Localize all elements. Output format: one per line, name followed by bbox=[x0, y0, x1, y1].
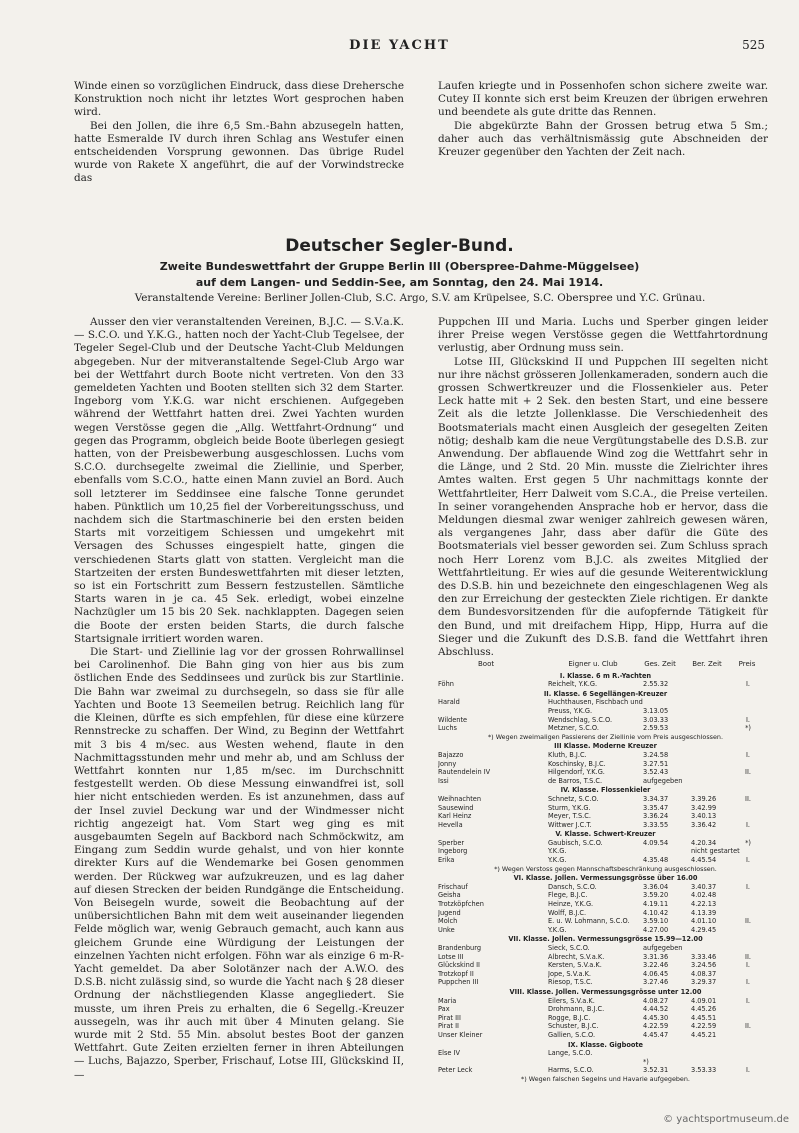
owner-cell: Sturm, Y.K.G. bbox=[548, 803, 591, 812]
prize-cell bbox=[733, 1031, 763, 1040]
prize-cell: II. bbox=[745, 768, 751, 777]
total-time-cell: 3.52.43 bbox=[643, 768, 669, 777]
top-left-column bbox=[74, 80, 404, 186]
footnote: *) Wegen falschen Segelns und Havarie aufgegeben. bbox=[521, 1074, 690, 1083]
corrected-time-cell bbox=[683, 680, 733, 689]
total-time-cell: 4.22.59 bbox=[643, 1022, 669, 1031]
boat-cell: Pax bbox=[438, 1005, 450, 1014]
header-total-time: Ges. Zeit bbox=[644, 660, 676, 668]
prize-cell: I. bbox=[745, 715, 751, 724]
class-heading: VI. Klasse. Jollen. Vermessungsgrösse über 16.00 bbox=[513, 874, 698, 883]
prize-cell: *) bbox=[745, 838, 751, 847]
owner-cell: Schnetz, S.C.O. bbox=[548, 794, 599, 803]
corrected-time-cell bbox=[683, 707, 733, 716]
owner-cell: Drohmann, B.J.C. bbox=[548, 1005, 605, 1014]
total-time-cell: 3.24.58 bbox=[643, 750, 669, 759]
corrected-time-cell bbox=[683, 1058, 733, 1067]
boat-cell: Lotse III bbox=[438, 952, 464, 961]
table-row bbox=[438, 1005, 773, 1014]
running-head: DIE YACHT bbox=[349, 38, 450, 53]
article-right-column bbox=[438, 316, 768, 659]
class-heading: V. Klasse. Schwert-Kreuzer bbox=[555, 830, 656, 839]
prize-cell: I. bbox=[745, 680, 751, 689]
prize-cell bbox=[733, 777, 763, 786]
owner-cell: Preuss, Y.K.G. bbox=[548, 706, 593, 715]
corrected-time-cell: 4.22.59 bbox=[691, 1022, 717, 1031]
owner-cell: de Barros, T.S.C. bbox=[548, 776, 603, 785]
owner-cell: Dansch, S.C.O. bbox=[548, 882, 597, 891]
corrected-time-cell bbox=[683, 724, 733, 733]
owner-cell: Hilgendorf, Y.K.G. bbox=[548, 768, 605, 777]
table-row bbox=[438, 751, 773, 760]
owner-cell: Huchthausen, Fischbach und bbox=[548, 698, 643, 707]
header-owner: Eigner u. Club bbox=[568, 660, 618, 668]
class-heading: III Klasse. Moderne Kreuzer bbox=[554, 742, 657, 751]
table-row bbox=[438, 944, 773, 953]
corrected-time-cell bbox=[683, 1049, 733, 1058]
prize-cell: I. bbox=[745, 961, 751, 970]
paragraph: Die abgekürzte Bahn der Grossen betrug etwa 5 Sm.; daher auch das verhältnismässig gute Abschneiden der Kreuzer gegenüber den Yachten der Zeit nach. bbox=[438, 119, 768, 159]
total-time-cell: 3.27.51 bbox=[643, 759, 669, 768]
boat-cell bbox=[438, 1058, 548, 1067]
table-row bbox=[438, 1031, 773, 1040]
class-heading: VIII. Klasse. Jollen. Vermessungsgrösse unter 12.00 bbox=[509, 987, 702, 996]
class-heading: I. Klasse. 6 m R.-Yachten bbox=[559, 671, 652, 680]
organizers-line: Veranstaltende Vereine: Berliner Jollen-Club, S.C. Argo, S.V. am Krüpelsee, S.C. Oberspree und Y.C. Grünau. bbox=[134, 292, 706, 304]
total-time-cell: 3.22.46 bbox=[643, 961, 669, 970]
total-time-cell: aufgegeben bbox=[643, 776, 683, 785]
results-body bbox=[438, 672, 773, 1084]
paragraph: Lotse III, Glückskind II und Puppchen III segelten nicht nur ihre nächst grösseren Jollenkameraden, sondern auch die grossen Schwertkreuzer und die Flossenkieler aus. Peter Leck hatte mit + 2 Sek. den besten Start, und eine bessere Zeit als die letzte Jollenklasse. Die Verschiedenheit des Bootsmaterials macht einen Ausgleich der gesegelten Zeiten nötig; deshalb kam die neue Vergütungstabelle des D.S.B. zur Anwendung. Der abflauende Wind zog die Wettfahrt sehr in die Länge, und 2 Std. 20 Min. musste die Zielrichter ihres Amtes walten. Erst gegen 5 Uhr nachmittags konnte der Wettfahrtleiter, Herr Dalweit vom S.C.A., die Preise verteilen. In seiner vorangehenden Ansprache hob er hervor, dass die Meldungen diesmal zwar weniger zahlreich gewesen wären, als vergangenes Jahr, dass aber dafür die Güte des Bootsmaterials viel besser geworden sei. Zum Schluss sprach noch Herr Lorenz vom B.J.C. als zweites Mitglied der Wettfahrtleitung. Er wies auf die gesunde Weiterentwicklung des D.S.B. hin und bezeichnete den eingeschlagenen Weg als den zur Erreichung der gesteckten Ziele richtigen. Er dankte dem Bundesvorsitzenden für die aufopfernde Tätigkeit für den Bund, und mit dreifachem Hipp, Hipp, Hurra auf die Sieger und die Zukunft des D.S.B. fand die Wettfahrt ihren Abschluss. bbox=[438, 355, 768, 659]
table-row bbox=[438, 777, 773, 786]
boat-cell: Geisha bbox=[438, 891, 461, 900]
table-row bbox=[438, 760, 773, 769]
owner-cell: Y.K.G. bbox=[548, 925, 567, 934]
prize-cell bbox=[733, 944, 763, 953]
owner-cell bbox=[548, 1058, 643, 1067]
corrected-time-cell: 4.45.51 bbox=[691, 1013, 717, 1022]
prize-cell: I. bbox=[745, 820, 751, 829]
corrected-time-cell: 3.40.37 bbox=[691, 882, 717, 891]
boat-cell: Glückskind II bbox=[438, 961, 480, 970]
prize-cell bbox=[733, 891, 763, 900]
corrected-time-cell: 3.36.42 bbox=[691, 820, 717, 829]
corrected-time-cell: 4.45.21 bbox=[691, 1030, 717, 1039]
total-time-cell: 3.59.20 bbox=[643, 891, 669, 900]
corrected-time-cell: 3.24.56 bbox=[691, 961, 717, 970]
class-heading: VII. Klasse. Jollen. Vermessungsgrösse 15.99—12.00 bbox=[508, 935, 703, 944]
corrected-time-cell bbox=[683, 768, 733, 777]
table-row bbox=[438, 839, 773, 848]
boat-cell: Jonny bbox=[438, 759, 457, 768]
table-row bbox=[438, 707, 773, 716]
table-row bbox=[438, 883, 773, 892]
boat-cell: Ingeborg bbox=[438, 847, 468, 856]
boat-cell: Pirat II bbox=[438, 1022, 459, 1031]
header-boat: Boot bbox=[478, 660, 495, 668]
prize-cell bbox=[733, 698, 763, 707]
total-time-cell: 3.33.55 bbox=[643, 820, 669, 829]
corrected-time-cell: 4.08.37 bbox=[691, 969, 717, 978]
prize-cell: II. bbox=[745, 917, 751, 926]
paragraph: Bei den Jollen, die ihre 6,5 Sm.-Bahn abzusegeln hatten, hatte Esmeralde IV durch ihren Schlag ans Westufer einen entscheidenden Vorsprung gewonnen. Das übrige Rudel wurde von Rakete X angeführt, die auf der Vorwindstrecke das bbox=[74, 119, 404, 185]
footnote: *) Wegen Verstoss gegen Mannschaftsbeschränkung ausgeschlossen. bbox=[494, 864, 717, 873]
prize-cell bbox=[733, 847, 763, 856]
owner-cell: Albrecht, S.V.a.K. bbox=[548, 952, 605, 961]
header-corrected-time: Ber. Zeit bbox=[692, 660, 722, 668]
prize-cell: I. bbox=[745, 1066, 751, 1075]
corrected-time-cell: 3.29.37 bbox=[691, 978, 717, 987]
corrected-time-cell: 4.20.34 bbox=[691, 838, 717, 847]
article-subtitle: Zweite Bundeswettfahrt der Gruppe Berlin III (Oberspree-Dahme-Müggelsee) bbox=[159, 260, 640, 273]
class-heading: IV. Klasse. Flossenkieler bbox=[560, 786, 651, 795]
boat-cell: Maria bbox=[438, 996, 457, 1005]
total-time-cell bbox=[643, 1049, 683, 1058]
prize-cell bbox=[733, 900, 763, 909]
total-time-cell: 3.03.33 bbox=[643, 715, 669, 724]
boat-cell: Trotzkopf II bbox=[438, 969, 474, 978]
prize-cell bbox=[733, 1058, 763, 1067]
table-row bbox=[438, 812, 773, 821]
table-row bbox=[438, 724, 773, 733]
table-row bbox=[438, 909, 773, 918]
boat-cell: Trotzköpfchen bbox=[438, 900, 484, 909]
table-row bbox=[438, 795, 773, 804]
total-time-cell: 4.44.52 bbox=[643, 1005, 669, 1014]
article-subtitle-date: auf dem Langen- und Seddin-See, am Sonntag, den 24. Mai 1914. bbox=[195, 276, 604, 289]
table-row bbox=[438, 856, 773, 865]
owner-cell: Schuster, B.J.C. bbox=[548, 1022, 599, 1031]
owner-cell: Sieck, S.C.O. bbox=[548, 944, 590, 952]
total-time-cell: 2.55.32 bbox=[643, 680, 669, 689]
article-left-column bbox=[74, 316, 404, 1082]
boat-cell: Harald bbox=[438, 698, 460, 707]
paragraph: Puppchen III und Maria. Luchs und Sperber gingen leider ihrer Preise wegen Verstösse gegen die Wettfahrtordnung verlustig, aber Ordnung muss sein. bbox=[438, 316, 768, 355]
boat-cell: Föhn bbox=[438, 680, 454, 689]
total-time-cell: 4.06.45 bbox=[643, 969, 669, 978]
prize-cell bbox=[733, 1049, 763, 1058]
owner-cell: Heinze, Y.K.G. bbox=[548, 900, 594, 909]
owner-cell: Y.K.G. bbox=[548, 856, 567, 865]
boat-cell: Weihnachten bbox=[438, 794, 482, 803]
total-time-cell: 4.09.54 bbox=[643, 838, 669, 847]
corrected-time-cell: 3.40.13 bbox=[691, 812, 717, 821]
prize-cell: I. bbox=[745, 996, 751, 1005]
total-time-cell: 3.36.04 bbox=[643, 882, 669, 891]
prize-cell bbox=[733, 1005, 763, 1014]
table-row bbox=[438, 716, 773, 725]
paragraph: Ausser den vier veranstaltenden Vereinen, B.J.C. — S.V.a.K. — S.C.O. und Y.K.G., hatten noch der Yacht-Club Tegelsee, der Tegeler Segel-Club und der Deutsche Yacht-Club Meldungen abgegeben. Nur der mitveranstaltende Segel-Club Argo war bei der Wettfahrt durch Boote nicht vertreten. Von den 33 gemeldeten Yachten und Booten stellten sich 32 dem Starter. Ingeborg vom Y.K.G. war nicht erschienen. Aufgegeben während der Wettfahrt hatten drei. Zwei Yachten wurden wegen Verstösse gegen die „Allg. Wettfahrt-Ordnung“ und gegen das Programm, obgleich beide Boote überlegen gesiegt hatten, von der Preisbewerbung ausgeschlossen. Luchs vom S.C.O. durchsegelte zweimal die Ziellinie, und Sperber, ebenfalls vom S.C.O., hatte einen Mann zuviel an Bord. Auch soll letzterer im Seddinsee eine falsche Tonne gerundet haben. Pünktlich um 10,25 fiel der Vorbereitungsschuss, und nachdem sich die Startmaschinerie bei den ersten beiden Starts mit vorzeitigem Schiessen und umgekehrt mit Versagen des Schusses eingespielt hatte, gingen die verschiedenen Starts glatt von statten. Vergleicht man die Startzeiten der ersten Bundeswettfahrten mit dieser letzten, so ist ein Fortschritt zum Bessern festzustellen. Sämtliche Starts waren in je ca. 45 Sek. erledigt, wobei einzelne Nachzügler um 15 bis 20 Sek. nachklappten. Dagegen seien die Boote der ersten beiden Starts, die durch falsche Startsignale irritiert worden waren. bbox=[74, 316, 404, 645]
boat-cell bbox=[438, 707, 548, 716]
prize-cell: II. bbox=[745, 952, 751, 961]
owner-cell: Rogge, B.J.C. bbox=[548, 1013, 591, 1022]
total-time-cell: 3.27.46 bbox=[643, 978, 669, 987]
table-row bbox=[438, 768, 773, 777]
boat-cell: Unke bbox=[438, 925, 455, 934]
boat-cell: Pirat III bbox=[438, 1013, 461, 1022]
owner-cell: Harms, S.C.O. bbox=[548, 1066, 594, 1075]
paragraph: Winde einen so vorzüglichen Eindruck, dass diese Drehersche Konstruktion noch nicht ihr letztes Wort gesprochen haben wird. bbox=[74, 80, 404, 119]
owner-cell: Kersten, S.V.a.K. bbox=[548, 961, 602, 970]
boat-cell: Issi bbox=[438, 776, 449, 785]
prize-cell: I. bbox=[745, 882, 751, 891]
total-time-cell: 4.45.47 bbox=[643, 1030, 669, 1039]
corrected-time-cell: 4.01.10 bbox=[691, 917, 717, 926]
prize-cell: *) bbox=[745, 724, 751, 733]
class-heading: IX. Klasse. Gigboote bbox=[567, 1040, 644, 1049]
watermark: © yachtsportmuseum.de bbox=[663, 1114, 789, 1125]
owner-cell: Reichelt, Y.K.G. bbox=[548, 680, 598, 689]
corrected-time-cell: 4.22.13 bbox=[691, 900, 717, 909]
table-row bbox=[438, 926, 773, 935]
total-time-cell: 3.13.05 bbox=[643, 706, 669, 715]
table-row bbox=[438, 821, 773, 830]
total-time-cell: 4.45.30 bbox=[643, 1013, 669, 1022]
owner-cell: Wolff, B.J.C. bbox=[548, 908, 587, 917]
prize-cell bbox=[733, 970, 763, 979]
results-table bbox=[438, 660, 773, 1084]
table-row bbox=[438, 953, 773, 962]
corrected-time-cell bbox=[683, 760, 733, 769]
total-time-cell: 4.08.27 bbox=[643, 996, 669, 1005]
prize-cell: II. bbox=[745, 794, 751, 803]
total-time-cell bbox=[643, 698, 683, 707]
boat-cell: Sausewind bbox=[438, 803, 474, 812]
boat-cell: Karl Heinz bbox=[438, 812, 472, 821]
corrected-time-cell: 4.09.01 bbox=[691, 996, 717, 1005]
prize-cell bbox=[733, 909, 763, 918]
total-time-cell: 3.34.37 bbox=[643, 794, 669, 803]
total-time-cell: 4.27.00 bbox=[643, 925, 669, 934]
owner-cell: Meyer, T.S.C. bbox=[548, 812, 591, 821]
header-prize: Preis bbox=[738, 660, 756, 668]
table-row bbox=[438, 680, 773, 689]
owner-cell: E. u. W. Lohmann, S.C.O. bbox=[548, 917, 630, 926]
top-right-column bbox=[438, 80, 768, 159]
corrected-time-cell bbox=[683, 716, 733, 725]
owner-cell: Flege, B.J.C. bbox=[548, 891, 588, 900]
page-number: 525 bbox=[742, 38, 765, 52]
table-row bbox=[438, 1058, 773, 1067]
results-header bbox=[438, 660, 773, 669]
paragraph: Laufen kriegte und in Possenhofen schon sichere zweite war. Cutey II konnte sich erst beim Kreuzen der übrigen erwehren und beendete als gute dritte das Rennen. bbox=[438, 80, 768, 119]
owner-cell: Y.K.G. bbox=[548, 847, 567, 856]
owner-cell: Koschinsky, B.J.C. bbox=[548, 759, 606, 768]
table-row bbox=[438, 1014, 773, 1023]
corrected-time-cell: 4.45.26 bbox=[691, 1005, 717, 1014]
corrected-time-cell: 4.29.45 bbox=[691, 925, 717, 934]
owner-cell: Wittwer J.C.T. bbox=[548, 820, 592, 829]
owner-cell: Wendschlag, S.C.O. bbox=[548, 715, 613, 724]
corrected-time-cell bbox=[683, 751, 733, 760]
total-time-cell: 3.31.36 bbox=[643, 952, 669, 961]
corrected-time-cell: 3.33.46 bbox=[691, 952, 717, 961]
prize-cell bbox=[733, 707, 763, 716]
boat-cell: Rautendelein IV bbox=[438, 768, 491, 777]
table-row bbox=[438, 900, 773, 909]
table-row bbox=[438, 961, 773, 970]
boat-cell: Molch bbox=[438, 917, 458, 926]
prize-cell bbox=[733, 1014, 763, 1023]
table-row bbox=[438, 1049, 773, 1058]
table-row bbox=[438, 804, 773, 813]
table-row bbox=[438, 917, 773, 926]
corrected-time-cell bbox=[683, 777, 733, 786]
boat-cell: Jugend bbox=[438, 908, 461, 917]
corrected-time-cell bbox=[683, 944, 733, 953]
table-row bbox=[438, 1022, 773, 1031]
total-time-cell: 3.52.31 bbox=[643, 1066, 669, 1075]
total-time-cell: 4.10.42 bbox=[643, 908, 669, 917]
corrected-time-cell: 4.13.39 bbox=[691, 908, 717, 917]
boat-cell: Erika bbox=[438, 856, 455, 865]
corrected-time-cell: nicht gestartet bbox=[691, 847, 740, 856]
boat-cell: Peter Leck bbox=[438, 1066, 473, 1075]
owner-cell: Eilers, S.V.a.K. bbox=[548, 996, 595, 1005]
corrected-time-cell bbox=[683, 698, 733, 707]
corrected-time-cell: 3.39.26 bbox=[691, 794, 717, 803]
table-row bbox=[438, 978, 773, 987]
total-time-cell: aufgegeben bbox=[643, 944, 683, 952]
table-row bbox=[438, 847, 773, 856]
total-time-cell: 4.35.48 bbox=[643, 856, 669, 865]
boat-cell: Else IV bbox=[438, 1049, 461, 1058]
boat-cell: Wildente bbox=[438, 715, 468, 724]
owner-cell: Gallien, S.C.O. bbox=[548, 1030, 596, 1039]
table-row bbox=[438, 698, 773, 707]
boat-cell: Puppchen III bbox=[438, 978, 479, 987]
owner-cell: Lange, S.C.O. bbox=[548, 1049, 593, 1058]
boat-cell: Frischauf bbox=[438, 882, 468, 891]
footnote: *) Wegen zweimaligen Passierens der Ziellinie vom Preis ausgeschlossen. bbox=[487, 732, 724, 741]
boat-cell: Unser Kleiner bbox=[438, 1030, 483, 1039]
total-time-cell: 2.59.53 bbox=[643, 724, 669, 733]
prize-cell: I. bbox=[745, 978, 751, 987]
boat-cell: Bajazzo bbox=[438, 750, 464, 759]
boat-cell: Luchs bbox=[438, 724, 457, 733]
table-row bbox=[438, 997, 773, 1006]
prize-cell: I. bbox=[745, 750, 751, 759]
corrected-time-cell: 3.53.33 bbox=[691, 1066, 717, 1075]
boat-cell: Sperber bbox=[438, 838, 465, 847]
prize-cell: II. bbox=[745, 1022, 751, 1031]
prize-cell bbox=[733, 760, 763, 769]
total-time-cell: 4.19.11 bbox=[643, 900, 669, 909]
table-row bbox=[438, 1066, 773, 1075]
total-time-cell bbox=[643, 847, 683, 856]
table-row bbox=[438, 891, 773, 900]
owner-cell: Gaubisch, S.C.O. bbox=[548, 838, 603, 847]
paragraph: Die Start- und Ziellinie lag vor der grossen Rohrwallinsel bei Carolinenhof. Die Bahn ging von hier aus bis zum östlichen Ende des Seddinsees und zurück bis zur Startlinie. Die Bahn war zweimal zu durchsegeln, so dass sie für alle Yachten und Boote 13 Seemeilen betrug. Reichlich lang für die Kleinen, dürfte es sich empfehlen, für diese eine kürzere Rennstrecke zu schaffen. Der Wind, zu Beginn der Wettfahrt mit 3 bis 4 m/sec. aus Westen wehend, flaute in den Nachmittagsstunden mehr und mehr ab, und am Schluss der Wettfahrt konnten nur 1,85 m/sec. im Durchschnitt festgestellt werden. Ob diese Messung einwandfrei ist, soll hier nicht entschieden werden. Es ist anzunehmen, dass auf der Insel zuviel Deckung war und der Windmesser nicht richtig angezeigt hat. Vom Start weg ging es mit ausgebaumten Segeln auf Backbord nach Schmöckwitz, am Eingang zum Seddin wurde gehalst, und von hier konnte direkter Kurs auf die Wendemarke bei Gosen genommen werden. Der Rückweg war aufzukreuzen, und es lag daher auf diesen Strecken der beiden Rundgänge die Entscheidung. Von Beisegeln wurde, soweit die Beobachtung auf der unübersichtlichen Bahn mit dem weit auseinander liegenden Felde möglich war, wenig Gebrauch gemacht, auch kann aus gleichem Grunde eine Würdigung der Leistungen der einzelnen Yachten nicht erfolgen. Föhn war als einzige 6 m-R-Yacht gemeldet. Da aber Solotänzer nach der A.W.O. des D.S.B. nicht zulässig sind, so wurde die Yacht nach § 28 dieser Ordnung der nächstliegenden Klasse angegliedert. Sie musste, um ihren Preis zu erhalten, die 6 Segellg.-Kreuzer aussegeln, was ihr auch mit über 4 Minuten gelang. Sie wurde mit 2 Std. 55 Min. absolut bestes Boot der ganzen Wettfahrt. Gute Zeiten erzielten ferner in ihren Abteilungen — Luchs, Bajazzo, Sperber, Frischauf, Lotse III, Glückskind II, — bbox=[74, 646, 404, 1081]
article-title: Deutscher Segler-Bund. bbox=[285, 236, 514, 256]
prize-cell: I. bbox=[745, 856, 751, 865]
boat-cell: Hevella bbox=[438, 820, 463, 829]
corrected-time-cell: 3.42.99 bbox=[691, 803, 717, 812]
prize-cell bbox=[733, 804, 763, 813]
boat-cell: Brandenburg bbox=[438, 944, 482, 952]
class-heading: II. Klasse. 6 Segellängen-Kreuzer bbox=[543, 689, 668, 698]
total-time-cell: 3.36.24 bbox=[643, 812, 669, 821]
owner-cell: Jope, S.V.a.K. bbox=[548, 969, 592, 978]
total-time-cell: *) bbox=[643, 1057, 649, 1066]
owner-cell: Kluth, B.J.C. bbox=[548, 750, 587, 759]
owner-cell: Riesop, T.S.C. bbox=[548, 978, 593, 987]
total-time-cell: 3.35.47 bbox=[643, 803, 669, 812]
corrected-time-cell: 4.02.48 bbox=[691, 891, 717, 900]
prize-cell bbox=[733, 926, 763, 935]
table-row bbox=[438, 970, 773, 979]
owner-cell: Metzner, S.C.O. bbox=[548, 724, 599, 733]
total-time-cell: 3.59.10 bbox=[643, 917, 669, 926]
prize-cell bbox=[733, 812, 763, 821]
corrected-time-cell: 4.45.54 bbox=[691, 856, 717, 865]
